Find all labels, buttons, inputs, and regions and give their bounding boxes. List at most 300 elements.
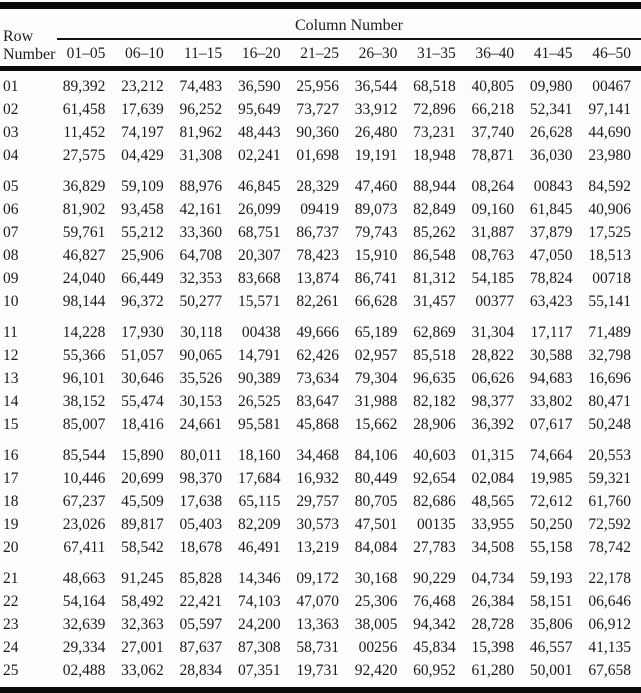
value-cell: 90,065: [179, 347, 223, 364]
value-cell: 37,879: [529, 224, 573, 241]
value-cell: 47,460: [354, 178, 398, 195]
value-cell: 50,250: [529, 516, 573, 533]
value-cell: 26,099: [237, 201, 281, 218]
column-header-cell: 41–45: [524, 39, 582, 69]
value-cell: 61,458: [62, 101, 106, 118]
value-cell: 76,468: [413, 593, 456, 610]
value-cell: 59,109: [121, 178, 164, 195]
value-cell: 84,084: [354, 539, 398, 556]
table-row: [0, 344, 641, 367]
value-cell: 33,912: [354, 101, 398, 118]
value-cell: 07,617: [529, 416, 573, 433]
value-cell: 50,277: [179, 293, 223, 310]
value-cell: 01,315: [471, 447, 515, 464]
value-cell: 89,817: [121, 516, 164, 533]
row-number-cell: 24: [3, 639, 19, 656]
value-cell: 83,668: [237, 270, 281, 287]
value-cell: 41,135: [588, 639, 631, 656]
value-cell: 61,845: [529, 201, 573, 218]
value-cell: 85,007: [62, 416, 106, 433]
table-row: [0, 290, 641, 313]
column-header-cell: 21–25: [291, 39, 349, 69]
value-cell: 19,985: [529, 470, 573, 487]
value-cell: 68,751: [237, 224, 281, 241]
value-cell: 31,457: [413, 293, 456, 310]
value-cell: 80,705: [354, 493, 398, 510]
value-cell: 91,245: [121, 570, 164, 587]
value-cell: 68,518: [413, 78, 456, 95]
value-cell: 55,212: [121, 224, 164, 241]
value-cell: 00438: [241, 324, 281, 341]
value-cell: 78,824: [529, 270, 573, 287]
value-cell: 55,158: [529, 539, 573, 556]
value-cell: 65,189: [354, 324, 398, 341]
row-number-cell: 05: [3, 178, 19, 195]
row-number-cell: 16: [3, 447, 19, 464]
value-cell: 94,683: [529, 370, 573, 387]
value-cell: 64,708: [179, 247, 223, 264]
row-number-label-line2: Number: [3, 45, 56, 63]
value-cell: 82,686: [413, 493, 456, 510]
value-cell: 86,737: [296, 224, 339, 241]
value-cell: 72,896: [413, 101, 456, 118]
value-cell: 59,761: [62, 224, 106, 241]
column-header-cell: 26–30: [349, 39, 407, 69]
value-cell: 37,740: [471, 124, 515, 141]
value-cell: 11,452: [63, 124, 106, 141]
value-cell: 18,948: [413, 147, 456, 164]
value-cell: 96,101: [62, 370, 106, 387]
value-cell: 00256: [358, 639, 398, 656]
value-cell: 17,684: [237, 470, 281, 487]
value-cell: 47,050: [529, 247, 573, 264]
table-row: [0, 221, 641, 244]
value-cell: 08,264: [471, 178, 515, 195]
value-cell: 92,654: [413, 470, 456, 487]
row-number-cell: 25: [3, 662, 19, 679]
row-number-cell: 17: [3, 470, 19, 487]
table-row: [0, 198, 641, 221]
value-cell: 33,360: [179, 224, 223, 241]
row-number-cell: 21: [3, 570, 19, 587]
value-cell: 67,658: [588, 662, 631, 679]
value-cell: 96,635: [413, 370, 456, 387]
column-header-cell: 01–05: [57, 39, 115, 69]
table-head: [0, 6, 641, 69]
value-cell: 67,411: [63, 539, 106, 556]
value-cell: 82,209: [237, 516, 281, 533]
value-cell: 86,741: [354, 270, 398, 287]
value-cell: 66,218: [471, 101, 515, 118]
value-cell: 15,398: [471, 639, 515, 656]
value-cell: 15,910: [354, 247, 398, 264]
table-row: [0, 613, 641, 636]
row-number-cell: 20: [3, 539, 19, 556]
value-cell: 88,944: [413, 178, 456, 195]
value-cell: 40,805: [471, 78, 515, 95]
value-cell: 19,731: [296, 662, 339, 679]
value-cell: 62,426: [296, 347, 339, 364]
value-cell: 46,827: [62, 247, 106, 264]
value-cell: 55,141: [588, 293, 631, 310]
value-cell: 28,728: [471, 616, 515, 633]
value-cell: 09,172: [296, 570, 339, 587]
table-row: [0, 69, 641, 99]
value-cell: 84,592: [588, 178, 631, 195]
value-cell: 36,030: [529, 147, 573, 164]
value-cell: 24,200: [237, 616, 281, 633]
value-cell: 73,727: [296, 101, 339, 118]
column-group-title: Column Number: [57, 6, 641, 40]
value-cell: 22,178: [588, 570, 631, 587]
value-cell: 14,346: [237, 570, 281, 587]
row-number-cell: 19: [3, 516, 19, 533]
value-cell: 38,005: [354, 616, 398, 633]
row-number-cell: 08: [3, 247, 19, 264]
value-cell: 34,468: [296, 447, 339, 464]
value-cell: 08,763: [471, 247, 515, 264]
table-row: [0, 267, 641, 290]
value-cell: 87,637: [179, 639, 223, 656]
value-cell: 24,661: [179, 416, 223, 433]
row-number-cell: 03: [3, 124, 19, 141]
value-cell: 26,628: [529, 124, 573, 141]
value-cell: 95,649: [237, 101, 281, 118]
value-cell: 10,446: [62, 470, 106, 487]
value-cell: 02,241: [237, 147, 281, 164]
table-row: [0, 467, 641, 490]
value-cell: 00718: [592, 270, 631, 287]
value-cell: 18,678: [179, 539, 223, 556]
value-cell: 25,906: [121, 247, 164, 264]
value-cell: 30,118: [180, 324, 223, 341]
value-cell: 61,280: [471, 662, 515, 679]
value-cell: 50,001: [529, 662, 573, 679]
value-cell: 26,384: [471, 593, 515, 610]
value-cell: 18,416: [121, 416, 164, 433]
value-cell: 06,912: [588, 616, 631, 633]
value-cell: 27,575: [62, 147, 106, 164]
row-number-cell: 11: [3, 324, 18, 341]
value-cell: 90,389: [237, 370, 281, 387]
value-cell: 55,474: [121, 393, 164, 410]
value-cell: 80,449: [354, 470, 398, 487]
value-cell: 47,501: [354, 516, 398, 533]
value-cell: 79,743: [354, 224, 398, 241]
value-cell: 28,822: [471, 347, 515, 364]
value-cell: 33,802: [529, 393, 573, 410]
value-cell: 66,628: [354, 293, 398, 310]
value-cell: 20,699: [121, 470, 164, 487]
table-row: [0, 167, 641, 198]
value-cell: 36,392: [471, 416, 515, 433]
value-cell: 81,902: [62, 201, 106, 218]
value-cell: 92,420: [354, 662, 398, 679]
value-cell: 28,329: [296, 178, 339, 195]
row-number-cell: 09: [3, 270, 19, 287]
value-cell: 90,360: [296, 124, 339, 141]
value-cell: 04,734: [471, 570, 515, 587]
value-cell: 67,237: [62, 493, 106, 510]
value-cell: 58,731: [296, 639, 339, 656]
value-cell: 14,791: [237, 347, 281, 364]
table-row: [0, 513, 641, 536]
value-cell: 72,612: [529, 493, 573, 510]
value-cell: 26,525: [237, 393, 281, 410]
value-cell: 02,488: [62, 662, 106, 679]
value-cell: 54,185: [471, 270, 515, 287]
value-cell: 74,664: [529, 447, 573, 464]
value-cell: 00843: [533, 178, 573, 195]
value-cell: 73,634: [296, 370, 339, 387]
value-cell: 52,341: [529, 101, 573, 118]
value-cell: 98,144: [62, 293, 106, 310]
value-cell: 79,304: [354, 370, 398, 387]
value-cell: 74,197: [121, 124, 164, 141]
value-cell: 17,638: [179, 493, 223, 510]
value-cell: 50,248: [588, 416, 631, 433]
table-row: [0, 536, 641, 559]
value-cell: 20,307: [237, 247, 281, 264]
value-cell: 13,219: [296, 539, 339, 556]
table-body: [0, 69, 641, 691]
value-cell: 31,887: [471, 224, 515, 241]
value-cell: 30,588: [529, 347, 573, 364]
table-row: [0, 559, 641, 590]
table-row: [0, 413, 641, 436]
column-header-cell: 06–10: [115, 39, 173, 69]
value-cell: 83,647: [296, 393, 339, 410]
row-number-cell: 01: [3, 78, 19, 95]
value-cell: 82,849: [413, 201, 456, 218]
value-cell: 32,798: [588, 347, 631, 364]
value-cell: 30,646: [121, 370, 164, 387]
value-cell: 16,932: [296, 470, 339, 487]
value-cell: 88,976: [179, 178, 223, 195]
value-cell: 45,868: [296, 416, 339, 433]
value-cell: 42,161: [179, 201, 223, 218]
value-cell: 40,906: [588, 201, 631, 218]
value-cell: 40,603: [413, 447, 456, 464]
value-cell: 54,164: [62, 593, 106, 610]
value-cell: 13,363: [296, 616, 339, 633]
value-cell: 58,151: [529, 593, 573, 610]
value-cell: 87,308: [237, 639, 281, 656]
value-cell: 73,231: [413, 124, 456, 141]
value-cell: 22,421: [179, 593, 223, 610]
value-cell: 48,565: [471, 493, 515, 510]
value-cell: 89,073: [354, 201, 398, 218]
column-header-cell: 31–35: [407, 39, 465, 69]
row-number-cell: 22: [3, 593, 19, 610]
value-cell: 00377: [475, 293, 515, 310]
value-cell: 97,141: [588, 101, 631, 118]
value-cell: 71,489: [588, 324, 631, 341]
row-number-cell: 15: [3, 416, 19, 433]
value-cell: 33,062: [121, 662, 164, 679]
value-cell: 18,160: [237, 447, 281, 464]
value-cell: 17,525: [588, 224, 631, 241]
value-cell: 78,423: [296, 247, 339, 264]
value-cell: 45,509: [121, 493, 164, 510]
value-cell: 85,518: [413, 347, 456, 364]
column-header-cell: 36–40: [466, 39, 524, 69]
table-row: [0, 244, 641, 267]
value-cell: 30,573: [296, 516, 339, 533]
value-cell: 27,783: [413, 539, 456, 556]
value-cell: 44,690: [588, 124, 631, 141]
value-cell: 30,168: [354, 570, 398, 587]
row-number-cell: 06: [3, 201, 19, 218]
column-header-cell: 11–15: [174, 39, 232, 69]
value-cell: 74,483: [179, 78, 223, 95]
table-row: [0, 121, 641, 144]
value-cell: 58,542: [121, 539, 164, 556]
value-cell: 05,403: [179, 516, 223, 533]
value-cell: 02,957: [354, 347, 398, 364]
value-cell: 36,544: [354, 78, 398, 95]
value-cell: 81,962: [179, 124, 223, 141]
value-cell: 02,084: [471, 470, 515, 487]
column-group-row: [0, 6, 641, 40]
value-cell: 82,261: [296, 293, 339, 310]
value-cell: 66,449: [121, 270, 164, 287]
value-cell: 27,001: [121, 639, 164, 656]
value-cell: 25,306: [354, 593, 398, 610]
value-cell: 19,191: [354, 147, 398, 164]
value-cell: 16,696: [588, 370, 631, 387]
row-number-cell: 02: [3, 101, 19, 118]
value-cell: 36,590: [237, 78, 281, 95]
value-cell: 72,592: [588, 516, 631, 533]
value-cell: 23,212: [121, 78, 164, 95]
value-cell: 49,666: [296, 324, 339, 341]
value-cell: 62,869: [413, 324, 456, 341]
row-number-cell: 13: [3, 370, 19, 387]
value-cell: 95,581: [237, 416, 281, 433]
value-cell: 93,458: [121, 201, 164, 218]
value-cell: 78,742: [588, 539, 631, 556]
value-cell: 89,392: [62, 78, 106, 95]
value-cell: 26,480: [354, 124, 398, 141]
value-cell: 34,508: [471, 539, 515, 556]
value-cell: 00135: [416, 516, 456, 533]
value-cell: 14,228: [62, 324, 106, 341]
value-cell: 96,252: [179, 101, 223, 118]
value-cell: 98,370: [179, 470, 223, 487]
value-cell: 17,639: [121, 101, 164, 118]
value-cell: 63,423: [529, 293, 573, 310]
table-row: [0, 144, 641, 167]
row-number-cell: 04: [3, 147, 19, 164]
value-cell: 59,193: [529, 570, 573, 587]
value-cell: 13,874: [296, 270, 339, 287]
column-header-cell: 16–20: [232, 39, 290, 69]
table-row: [0, 390, 641, 413]
value-cell: 15,662: [354, 416, 398, 433]
value-cell: 36,829: [62, 178, 106, 195]
row-number-cell: 07: [3, 224, 19, 241]
value-cell: 48,663: [62, 570, 106, 587]
value-cell: 24,040: [62, 270, 106, 287]
value-cell: 84,106: [354, 447, 398, 464]
value-cell: 59,321: [588, 470, 631, 487]
value-cell: 35,806: [529, 616, 573, 633]
value-cell: 46,845: [237, 178, 281, 195]
table-row: [0, 98, 641, 121]
value-cell: 32,353: [179, 270, 223, 287]
value-cell: 29,334: [62, 639, 106, 656]
value-cell: 09419: [300, 201, 339, 218]
value-cell: 06,646: [588, 593, 631, 610]
table-row: [0, 367, 641, 390]
table-row: [0, 590, 641, 613]
value-cell: 05,597: [179, 616, 223, 633]
value-cell: 01,698: [296, 147, 339, 164]
value-cell: 28,834: [179, 662, 223, 679]
row-number-label: [0, 6, 57, 69]
row-number-cell: 23: [3, 616, 19, 633]
row-number-cell: 14: [3, 393, 19, 410]
value-cell: 15,571: [237, 293, 281, 310]
value-cell: 65,115: [238, 493, 281, 510]
value-cell: 06,626: [471, 370, 515, 387]
value-cell: 86,548: [413, 247, 456, 264]
value-cell: 20,553: [588, 447, 631, 464]
table-row: [0, 490, 641, 513]
row-number-cell: 18: [3, 493, 19, 510]
table-row: [0, 636, 641, 659]
value-cell: 96,372: [121, 293, 164, 310]
value-cell: 04,429: [121, 147, 164, 164]
value-cell: 60,952: [413, 662, 456, 679]
value-cell: 85,262: [413, 224, 456, 241]
value-cell: 47,070: [296, 593, 339, 610]
value-cell: 51,057: [121, 347, 164, 364]
value-cell: 35,526: [179, 370, 223, 387]
value-cell: 90,229: [413, 570, 456, 587]
value-cell: 45,834: [413, 639, 456, 656]
value-cell: 17,117: [530, 324, 573, 341]
value-cell: 23,026: [62, 516, 106, 533]
value-cell: 31,988: [354, 393, 398, 410]
value-cell: 15,890: [121, 447, 164, 464]
value-cell: 81,312: [413, 270, 456, 287]
value-cell: 32,639: [62, 616, 106, 633]
value-cell: 80,471: [588, 393, 631, 410]
value-cell: 17,930: [121, 324, 164, 341]
value-cell: 07,351: [237, 662, 281, 679]
value-cell: 80,011: [180, 447, 223, 464]
table-row: [0, 313, 641, 344]
value-cell: 23,980: [588, 147, 631, 164]
value-cell: 55,366: [62, 347, 106, 364]
value-cell: 85,544: [62, 447, 106, 464]
value-cell: 09,160: [471, 201, 515, 218]
value-cell: 85,828: [179, 570, 223, 587]
value-cell: 18,513: [588, 247, 631, 264]
table-row: [0, 436, 641, 467]
value-cell: 25,956: [296, 78, 339, 95]
column-range-header-row: [0, 39, 641, 69]
value-cell: 00467: [592, 78, 631, 95]
value-cell: 38,152: [62, 393, 106, 410]
value-cell: 61,760: [588, 493, 631, 510]
value-cell: 29,757: [296, 493, 339, 510]
row-number-label-line1: Row: [3, 28, 34, 46]
value-cell: 28,906: [413, 416, 456, 433]
value-cell: 33,955: [471, 516, 515, 533]
